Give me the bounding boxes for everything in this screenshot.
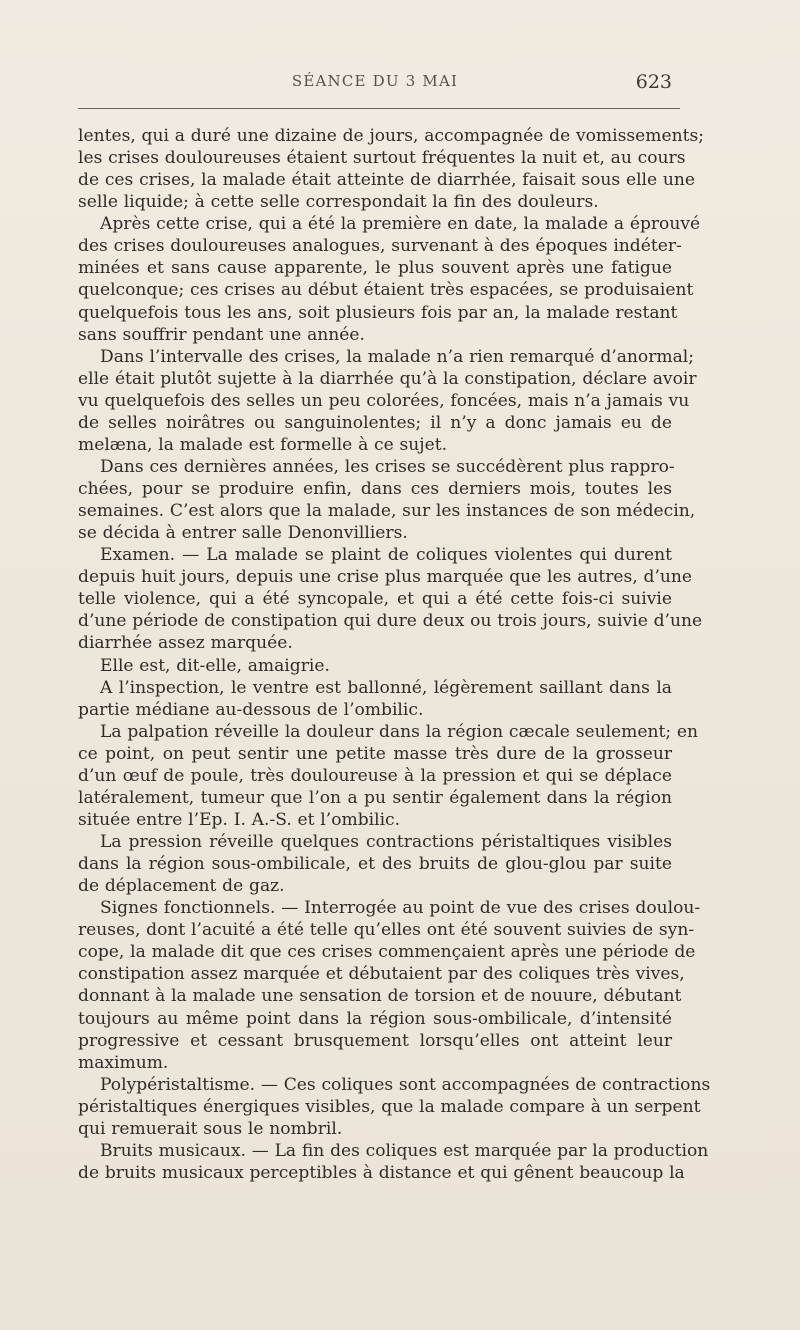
text-line-2: les crises douloureuses étaient surtout fréquentes la nuit et, au cours [78, 148, 686, 169]
text-line-43: maximum. [78, 1052, 169, 1073]
text-line-44: Polypéristaltisme. — Ces coliques sont accompagnées de contractions [100, 1074, 711, 1095]
text-line-3: de ces crises, la malade était atteinte de diarrhée, faisait sous elle une [78, 170, 696, 191]
text-line-28: La palpation réveille la douleur dans la région cæcale seulement; en [100, 721, 699, 742]
text-line-1: lentes, qui a duré une dizaine de jours, accompagnée de vomissements; [78, 126, 704, 146]
text-line-27: partie médiane au-dessous de l’ombilic. [78, 699, 424, 720]
text-line-34: dans la région sous-ombilicale, et des bruits de glou-glou par suite [78, 854, 672, 875]
text-line-39: constipation assez marquée et débutaient par des coliques très vives, [78, 964, 685, 985]
text-line-25: Elle est, dit-elle, amaigrie. [100, 655, 330, 676]
text-line-45: péristaltiques énergiques visibles, que la malade compare à un serpent [78, 1096, 701, 1117]
text-line-26: A l’inspection, le ventre est ballonné, légèrement saillant dans la [100, 677, 672, 698]
text-line-29: ce point, on peut sentir une petite masse très dure de la grosseur [78, 743, 672, 764]
text-line-12: elle était plutôt sujette à la diarrhée qu’à la constipation, déclare avoir [78, 368, 697, 389]
text-line-47: Bruits musicaux. — La fin des coliques est marquée par la production [100, 1140, 709, 1161]
text-line-32: située entre l’Ep. I. A.-S. et l’ombilic. [78, 809, 401, 830]
text-line-40: donnant à la malade une sensation de torsion et de nouure, débutant [78, 986, 682, 1007]
page-number: 623 [635, 71, 672, 93]
text-line-21: depuis huit jours, depuis une crise plus marquée que les autres, d’une [78, 567, 693, 588]
body-text [78, 125, 711, 1184]
text-line-16: Dans ces dernières années, les crises se succédèrent plus rappro- [100, 456, 675, 477]
text-line-33: La pression réveille quelques contractions péristaltiques visibles [100, 832, 672, 852]
text-line-24: diarrhée assez marquée. [78, 633, 293, 654]
text-line-13: vu quelquefois des selles un peu colorées, foncées, mais n’a jamais vu [78, 390, 690, 411]
text-line-31: latéralement, tumeur que l’on a pu sentir également dans la région [78, 787, 672, 808]
header-rule [78, 108, 680, 109]
text-line-10: sans souffrir pendant une année. [78, 324, 365, 345]
text-line-18: semaines. C’est alors que la malade, sur les instances de son médecin, [78, 501, 696, 522]
text-line-41: toujours au même point dans la région sous-ombilicale, d’intensité [78, 1008, 672, 1029]
text-line-30: d’un œuf de poule, très douloureuse à la pression et qui se déplace [78, 765, 672, 786]
text-line-5: Après cette crise, qui a été la première en date, la malade a éprouvé [100, 214, 701, 235]
text-line-22: telle violence, qui a été syncopale, et qui a été cette fois-ci suivie [78, 589, 672, 610]
page-header [78, 72, 672, 94]
text-line-38: cope, la malade dit que ces crises commençaient après une période de [78, 942, 696, 963]
text-line-9: quelquefois tous les ans, soit plusieurs fois par an, la malade restant [78, 302, 678, 323]
text-line-15: melæna, la malade est formelle à ce sujet. [78, 434, 447, 455]
text-line-42: progressive et cessant brusquement lorsqu’elles ont atteint leur [78, 1030, 672, 1051]
text-line-14: de selles noirâtres ou sanguinolentes; il n’y a donc jamais eu de [78, 412, 672, 433]
text-line-8: quelconque; ces crises au début étaient très espacées, se produisaient [78, 280, 694, 301]
text-line-48: de bruits musicaux perceptibles à distance et qui gênent beaucoup la [78, 1162, 685, 1183]
text-line-17: chées, pour se produire enfin, dans ces derniers mois, toutes les [78, 479, 672, 499]
text-line-6: des crises douloureuses analogues, survenant à des époques indéter- [78, 236, 682, 257]
text-line-35: de déplacement de gaz. [78, 876, 285, 897]
text-line-36: Signes fonctionnels. — Interrogée au point de vue des crises doulou- [100, 898, 701, 919]
text-line-19: se décida à entrer salle Denonvilliers. [78, 523, 408, 544]
text-line-37: reuses, dont l’acuité a été telle qu’elles ont été souvent suivies de syn- [78, 920, 695, 941]
text-line-23: d’une période de constipation qui dure deux ou trois jours, suivie d’une [78, 611, 703, 632]
text-line-20: Examen. — La malade se plaint de coliques violentes qui durent [100, 545, 672, 566]
text-line-11: Dans l’intervalle des crises, la malade n’a rien remarqué d’anormal; [100, 346, 694, 367]
text-line-46: qui remuerait sous le nombril. [78, 1118, 343, 1139]
text-line-4: selle liquide; à cette selle correspondait la fin des douleurs. [78, 192, 599, 213]
text-line-7: minées et sans cause apparente, le plus souvent après une fatigue [78, 258, 672, 279]
running-head: SÉANCE DU 3 MAI [291, 72, 459, 90]
